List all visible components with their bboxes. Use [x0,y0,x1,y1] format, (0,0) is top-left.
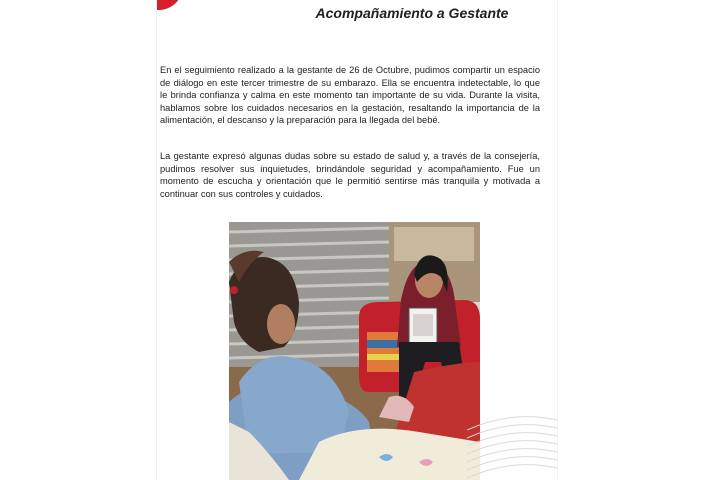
paragraph-counseling: La gestante expresó algunas dudas sobre su estado de salud y, a través de la consejería, pudimos resolver sus inquietudes, brindándole seguridad y acompañamiento. Fue un momento de escucha y orientación que le permitió sentirse más tranquila y motivada a continuar con sus controles y cuidados. [160,151,540,199]
paragraph-visit-summary: En el seguimiento realizado a la gestante de 26 de Octubre, pudimos compartir un espacio de diálogo en este tercer trimestre de su embarazo. Ella se encuentra indetectable, lo que le brinda confianza y calma en este momento tan importante de su vida. Durante la visita, hablamos sobre los cuidados necesarios en la gestación, resaltando la importancia de la alimentación, el descanso y la preparación para la llegada del bebé. [160,65,540,126]
photo-illustration [229,222,480,480]
visit-photo [229,222,480,480]
wave-lines-decoration [467,410,557,480]
page-title: Acompañamiento a Gestante [315,5,509,21]
document-page [157,0,557,480]
